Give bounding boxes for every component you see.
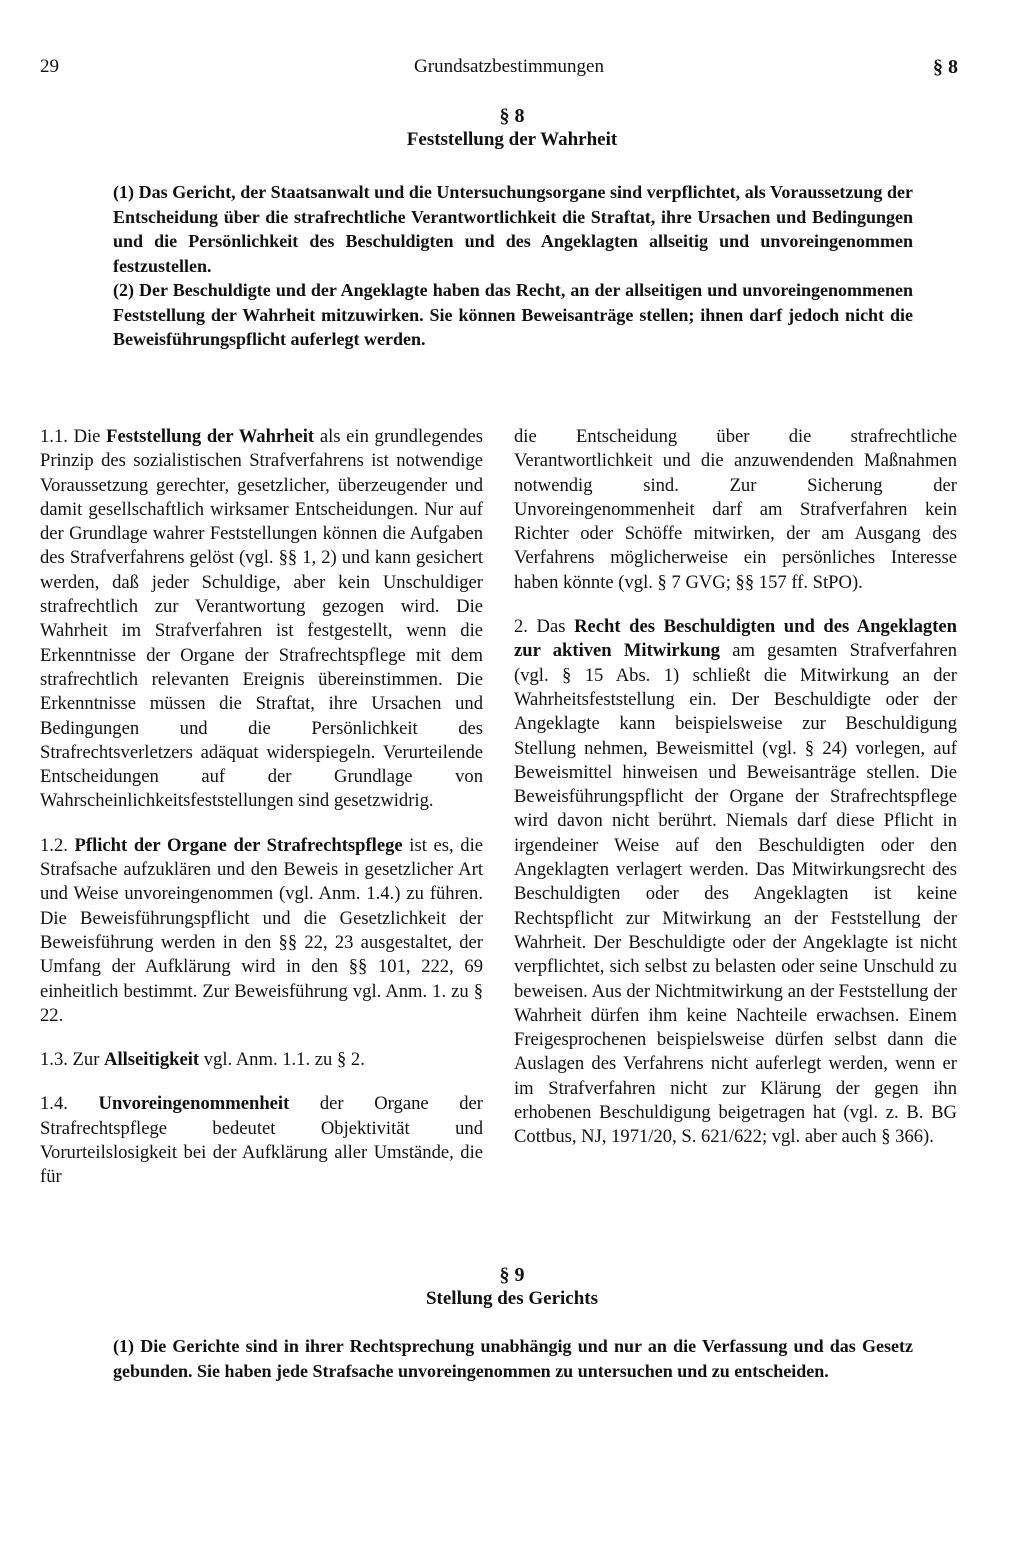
note-1-1	[40, 425, 483, 814]
section-8-text	[113, 180, 913, 352]
note-1-4-number: 1.4.	[40, 1093, 68, 1115]
note-1-2	[40, 834, 483, 1028]
note-1-4-term: Unvoreingenommenheit	[98, 1093, 290, 1115]
section-9-symbol: § 9	[499, 1264, 525, 1286]
note-1-1-term: Feststellung der Wahrheit	[106, 426, 315, 447]
section-8-title: Feststellung der Wahrheit	[406, 129, 618, 150]
commentary-right-column	[514, 425, 957, 1170]
note-2-body: am gesamten Strafverfahren (vgl. § 15 Abs. 1) schließt die Mitwirkung an der Wahrheitsfeststellung ein. Der Beschuldigte oder der Angeklagte kann beispielsweise zur Beschuldigung Stellung nehmen, Beweismittel (vgl. § 24) vorlegen, auf Beweismittel hinweisen und Beweisanträge stellen. Die Beweisführungspflicht der Organe der Strafrechtspflege wird davon nicht berührt. Niemals darf diese Pflicht in irgendeiner Weise auf den Beschuldigten oder den Angeklagten verlagert werden. Das Mitwirkungsrecht des Beschuldigten oder des Angeklagten ist keine Rechtspflicht zur Mitwirkung an der Feststellung der Wahrheit. Der Beschuldigte oder der Angeklagte ist nicht verpflichtet, sich selbst zu belasten oder seine Unschuld zu beweisen. Aus der Nichtmitwirkung an der Feststellung der Wahrheit dürfen ihm keine Nachteile erwachsen. Einem Freigesprochenen beispielsweise dürfen selbst dann die Auslagen des Verfahrens nicht auferlegt werden, wenn er im Strafverfahren nicht zur Klärung der gegen ihn erhobenen Beschuldigung beigetragen hat (vgl. z. B. BG Cottbus, NJ, 1971/20, S. 621/622; vgl. aber auch § 366).	[514, 640, 957, 1148]
note-1-3-term: Allseitigkeit	[104, 1049, 200, 1071]
section-8-paragraph-1: (1) Das Gericht, der Staatsanwalt und die Untersuchungsorgane sind verpflichtet, als Voraussetzung der Entscheidung über die strafrechtliche Verantwortlichkeit die Straftat, ihre Ursachen und Bedingungen und die Persönlichkeit des Beschuldigten und des Angeklagten allseitig und unvoreingenommen festzustellen.	[113, 182, 913, 276]
section-8-symbol: § 8	[499, 105, 525, 127]
note-1-2-term: Pflicht der Organe der Strafrechtspflege	[74, 834, 403, 856]
page-number: 29	[40, 56, 59, 77]
note-1-4-body: der Organe der Strafrechtspflege bedeutet Objektivität und Vorurteilslosigkeit bei der Aufklärung aller Umstände, die für	[40, 1093, 483, 1188]
note-2-lead: Das	[527, 616, 575, 638]
running-header	[40, 56, 958, 82]
note-2-number: 2.	[514, 616, 528, 638]
note-1-3-number: 1.3.	[40, 1049, 68, 1071]
note-1-3-lead: Zur	[67, 1049, 105, 1071]
commentary-left-column	[40, 425, 483, 1210]
note-1-4-continued: die Entscheidung über die strafrechtliche Verantwortlichkeit und die anzuwendenden Maßnahmen notwendig sind. Zur Sicherung der Unvoreingenommenheit darf am Strafverfahren kein Richter oder Schöffe mitwirken, der am Ausgang des Verfahrens möglicherweise ein persönliches Interesse haben könnte (vgl. § 7 GVG; §§ 157 ff. StPO).	[514, 426, 957, 593]
section-8-heading	[0, 104, 1024, 152]
note-1-1-body: als ein grundlegendes Prinzip des sozialistischen Strafverfahrens ist notwendige Voraussetzung gerechter, gesetzlicher, überzeugender und damit gesellschaftlich wirksamer Entscheidungen. Nur auf der Grundlage wahrer Feststellungen können die Aufgaben des Strafverfahrens gelöst (vgl. §§ 1, 2) und kann gesichert werden, daß jeder Schuldige, aber kein Unschuldiger strafrechtlich zur Verantwortung gezogen wird. Die Wahrheit im Strafverfahren ist festgestellt, wenn die Erkenntnisse der Organe der Strafrechtspflege mit dem strafrechtlich relevanten Ereignis übereinstimmen. Die Erkenntnisse müssen die Straftat, ihre Ursachen und Bedingungen und die Persönlichkeit des Strafrechtsverletzers adäquat widerspiegeln. Verurteilende Entscheidungen auf der Grundlage von Wahrscheinlichkeitsfeststellungen sind gesetzwidrig.	[40, 426, 483, 812]
note-2-term: Recht des Beschuldigten und des Angeklagten zur aktiven Mitwirkung	[514, 616, 957, 662]
note-2	[514, 615, 957, 1150]
note-1-2-body: ist es, die Strafsache aufzuklären und den Beweis in gesetzlicher Art und Weise unvoreingenommen (vgl. Anm. 1.4.) zu führen. Die Beweisführungspflicht und die Gesetzlichkeit der Beweisführung werden in den §§ 22, 23 ausgestaltet, der Umfang der Aufklärung wird in den §§ 101, 222, 69 einheitlich bestimmt. Zur Beweisführung vgl. Anm. 1. zu § 22.	[40, 834, 483, 1026]
note-1-1-lead: Die	[67, 426, 107, 447]
section-9-heading	[0, 1263, 1024, 1311]
section-9-text	[113, 1334, 913, 1383]
note-1-3-body: vgl. Anm. 1.1. zu § 2.	[199, 1049, 365, 1071]
section-9-paragraph-1: (1) Die Gerichte sind in ihrer Rechtsprechung unabhängig und nur an die Verfassung und das Gesetz gebunden. Sie haben jede Strafsache unvoreingenommen zu untersuchen und zu entscheiden.	[113, 1336, 913, 1381]
note-1-4	[40, 1092, 483, 1189]
section-9-title: Stellung des Gerichts	[425, 1288, 599, 1309]
note-1-2-number: 1.2.	[40, 834, 68, 856]
note-1-1-number: 1.1.	[40, 426, 68, 447]
running-title: Grundsatzbestimmungen	[414, 56, 604, 77]
section-8-paragraph-2: (2) Der Beschuldigte und der Angeklagte haben das Recht, an der allseitigen und unvoreingenommenen Feststellung der Wahrheit mitzuwirken. Sie können Beweisanträge stellen; ihnen darf jedoch nicht die Beweisführungspflicht auferlegt werden.	[113, 280, 913, 349]
note-1-3	[40, 1048, 483, 1072]
running-section-mark: § 8	[933, 56, 958, 78]
